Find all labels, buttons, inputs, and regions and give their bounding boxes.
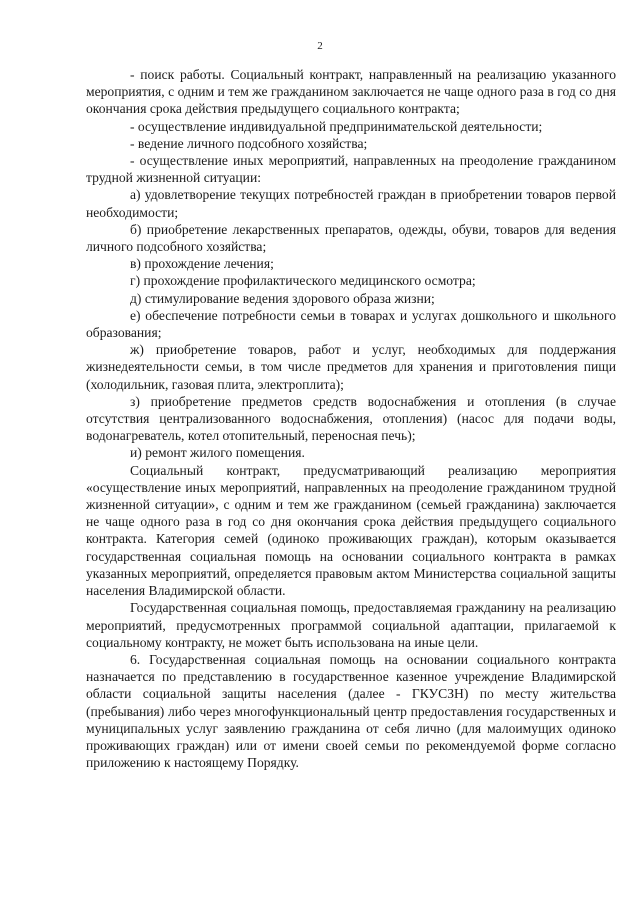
paragraph-household: - ведение личного подсобного хозяйства; bbox=[130, 135, 368, 151]
list-item-b: б) приобретение лекарственных препаратов, одежды, обуви, товаров для ведения личного подсобного хозяйства; bbox=[86, 221, 616, 255]
paragraph-state-assistance: Государственная социальная помощь, предоставляемая гражданину на реализацию мероприятий, предусмотренных программой социальной адаптации, прилагаемой к социальному контракту, не может быть использована на иные цели. bbox=[86, 600, 616, 650]
list-item-g: г) прохождение профилактического медицинского осмотра; bbox=[130, 273, 476, 289]
list-item-z: з) приобретение предметов средств водоснабжения и отопления (в случае отсутствия централизованного водоснабжения, отопления) (насос для подачи воды, водонагреватель, котел отопительный, переносная печь); bbox=[86, 393, 616, 444]
page-number: 2 bbox=[317, 40, 323, 52]
paragraph-section-6: 6. Государственная социальная помощь на основании социального контракта назначается по представлению в государственное казенное учреждение Владимирской области социальной защиты населения (далее - ГКУСЗН) по месту жительства (пребывания) либо через многофункциональный центр предоставления государственных и муниципальных услуг заявлению гражданина от себя лично (для малоимущих одиноко проживающих граждан) или от имени своей семьи по рекомендуемой форме согласно приложению к настоящему Порядку. bbox=[86, 651, 616, 771]
list-item-a: а) удовлетворение текущих потребностей граждан в приобретении товаров первой необходимости; bbox=[86, 187, 616, 220]
list-item-v: в) прохождение лечения; bbox=[130, 256, 274, 272]
list-item-e: е) обеспечение потребности семьи в товарах и услугах дошкольного и школьного образования; bbox=[86, 307, 616, 341]
document-body bbox=[86, 66, 616, 771]
list-item-zh: ж) приобретение товаров, работ и услуг, необходимых для поддержания жизнедеятельности семьи, в том числе предметов для хранения и приготовления пищи (холодильник, газовая плита, электроплита); bbox=[86, 342, 616, 392]
paragraph-other-measures: - осуществление иных мероприятий, направленных на преодоление гражданином трудной жизненной ситуации: bbox=[86, 153, 616, 186]
paragraph-job-search: - поиск работы. Социальный контракт, направленный на реализацию указанного мероприятия, с одним и тем же гражданином заключается не чаще одного раза в год со дня окончания срока действия предыдущего социального контракта; bbox=[86, 67, 616, 117]
list-item-i: и) ремонт жилого помещения. bbox=[130, 445, 305, 461]
paragraph-entrepreneurship: - осуществление индивидуальной предпринимательской деятельности; bbox=[130, 118, 543, 134]
list-item-d: д) стимулирование ведения здорового образа жизни; bbox=[130, 290, 435, 306]
paragraph-social-contract: Социальный контракт, предусматривающий реализацию мероприятия «осуществление иных мероприятий, направленных на преодоление гражданином трудной жизненной ситуации», с одним и тем же гражданином (семьей гражданина) заключается не чаще одного раза в год со дня окончания срока действия предыдущего социального контракта. Категория семей (одиноко проживающих граждан), которым оказывается государственная социальная помощь на основании социального контракта в рамках указанных мероприятий, определяется правовым актом Министерства социальной защиты населения Владимирской области. bbox=[86, 462, 616, 599]
